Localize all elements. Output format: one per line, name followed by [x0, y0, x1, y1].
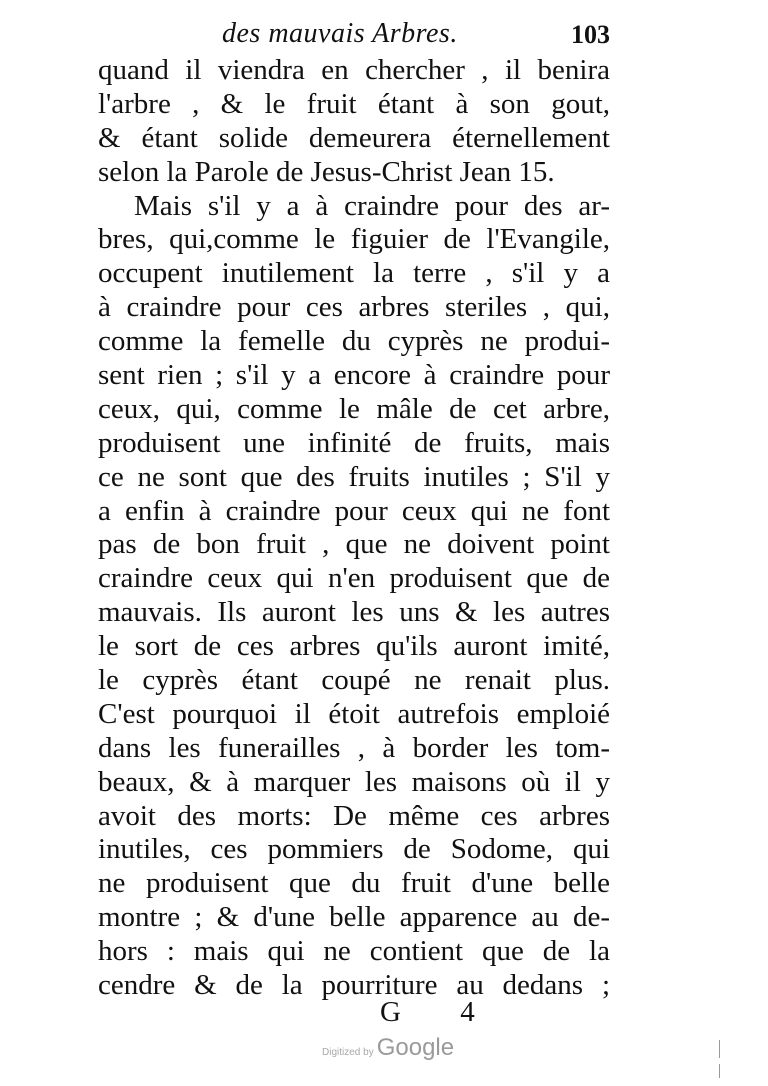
- text-line: sent rien ; s'il y a encore à craindre pour: [98, 359, 610, 392]
- text-line: dans les funerailles , à border les tom-: [98, 731, 610, 764]
- text-line: mauvais. Ils auront les uns & les autres: [98, 596, 610, 629]
- text-line: & étant solide demeurera éternellement: [98, 121, 610, 154]
- text-line: ne produisent que du fruit d'une belle: [98, 867, 610, 900]
- scan-edge-mark: [719, 1064, 720, 1078]
- text-line: pas de bon fruit , que ne doivent point: [98, 528, 610, 561]
- text-line: bres, qui,comme le figuier de l'Evangile,: [98, 223, 610, 256]
- text-line: occupent inutilement la terre , s'il y a: [98, 257, 610, 290]
- paragraph-start-line: Mais s'il y a à craindre pour des ar-: [134, 189, 610, 222]
- text-line: avoit des morts: De même ces arbres: [98, 799, 610, 832]
- text-line: à craindre pour ces arbres steriles , qui,: [98, 291, 610, 324]
- digitized-prefix: Digitized by: [322, 1047, 374, 1058]
- text-line: ce ne sont que des fruits inutiles ; S'il y: [98, 460, 610, 493]
- text-line: l'arbre , & le fruit étant à son gout,: [98, 87, 610, 120]
- text-line: montre ; & d'une belle apparence au de-: [98, 901, 610, 934]
- text-line: quand il viendra en chercher , il benira: [98, 54, 610, 86]
- text-line: le cyprès étant coupé ne renait plus.: [98, 664, 610, 697]
- text-line: a enfin à craindre pour ceux qui ne font: [98, 494, 610, 527]
- body-text: [98, 54, 610, 1003]
- text-line: cendre & de la pourriture au dedans ;: [98, 969, 610, 1002]
- text-line: selon la Parole de Jesus-Christ Jean 15.: [98, 155, 555, 188]
- digitized-watermark: [322, 1034, 454, 1062]
- signature-mark: G 4: [380, 996, 501, 1028]
- text-line: craindre ceux qui n'en produisent que de: [98, 562, 610, 595]
- google-logo: Google: [376, 1034, 455, 1061]
- text-line: hors : mais qui ne contient que de la: [98, 935, 610, 968]
- text-line: C'est pourquoi il étoit autrefois emploié: [98, 697, 610, 730]
- text-line: le sort de ces arbres qu'ils auront imité,: [98, 630, 610, 663]
- text-line: ceux, qui, comme le mâle de cet arbre,: [98, 392, 610, 425]
- running-head: [90, 18, 610, 54]
- scan-edge-mark: [719, 1040, 720, 1058]
- text-line: comme la femelle du cyprès ne produi-: [98, 325, 610, 358]
- page-number: 103: [571, 20, 610, 49]
- text-line: produisent une infinité de fruits, mais: [98, 426, 610, 459]
- running-title: des mauvais Arbres.: [222, 18, 458, 49]
- text-line: inutiles, ces pommiers de Sodome, qui: [98, 833, 610, 866]
- text-line: beaux, & à marquer les maisons où il y: [98, 765, 610, 798]
